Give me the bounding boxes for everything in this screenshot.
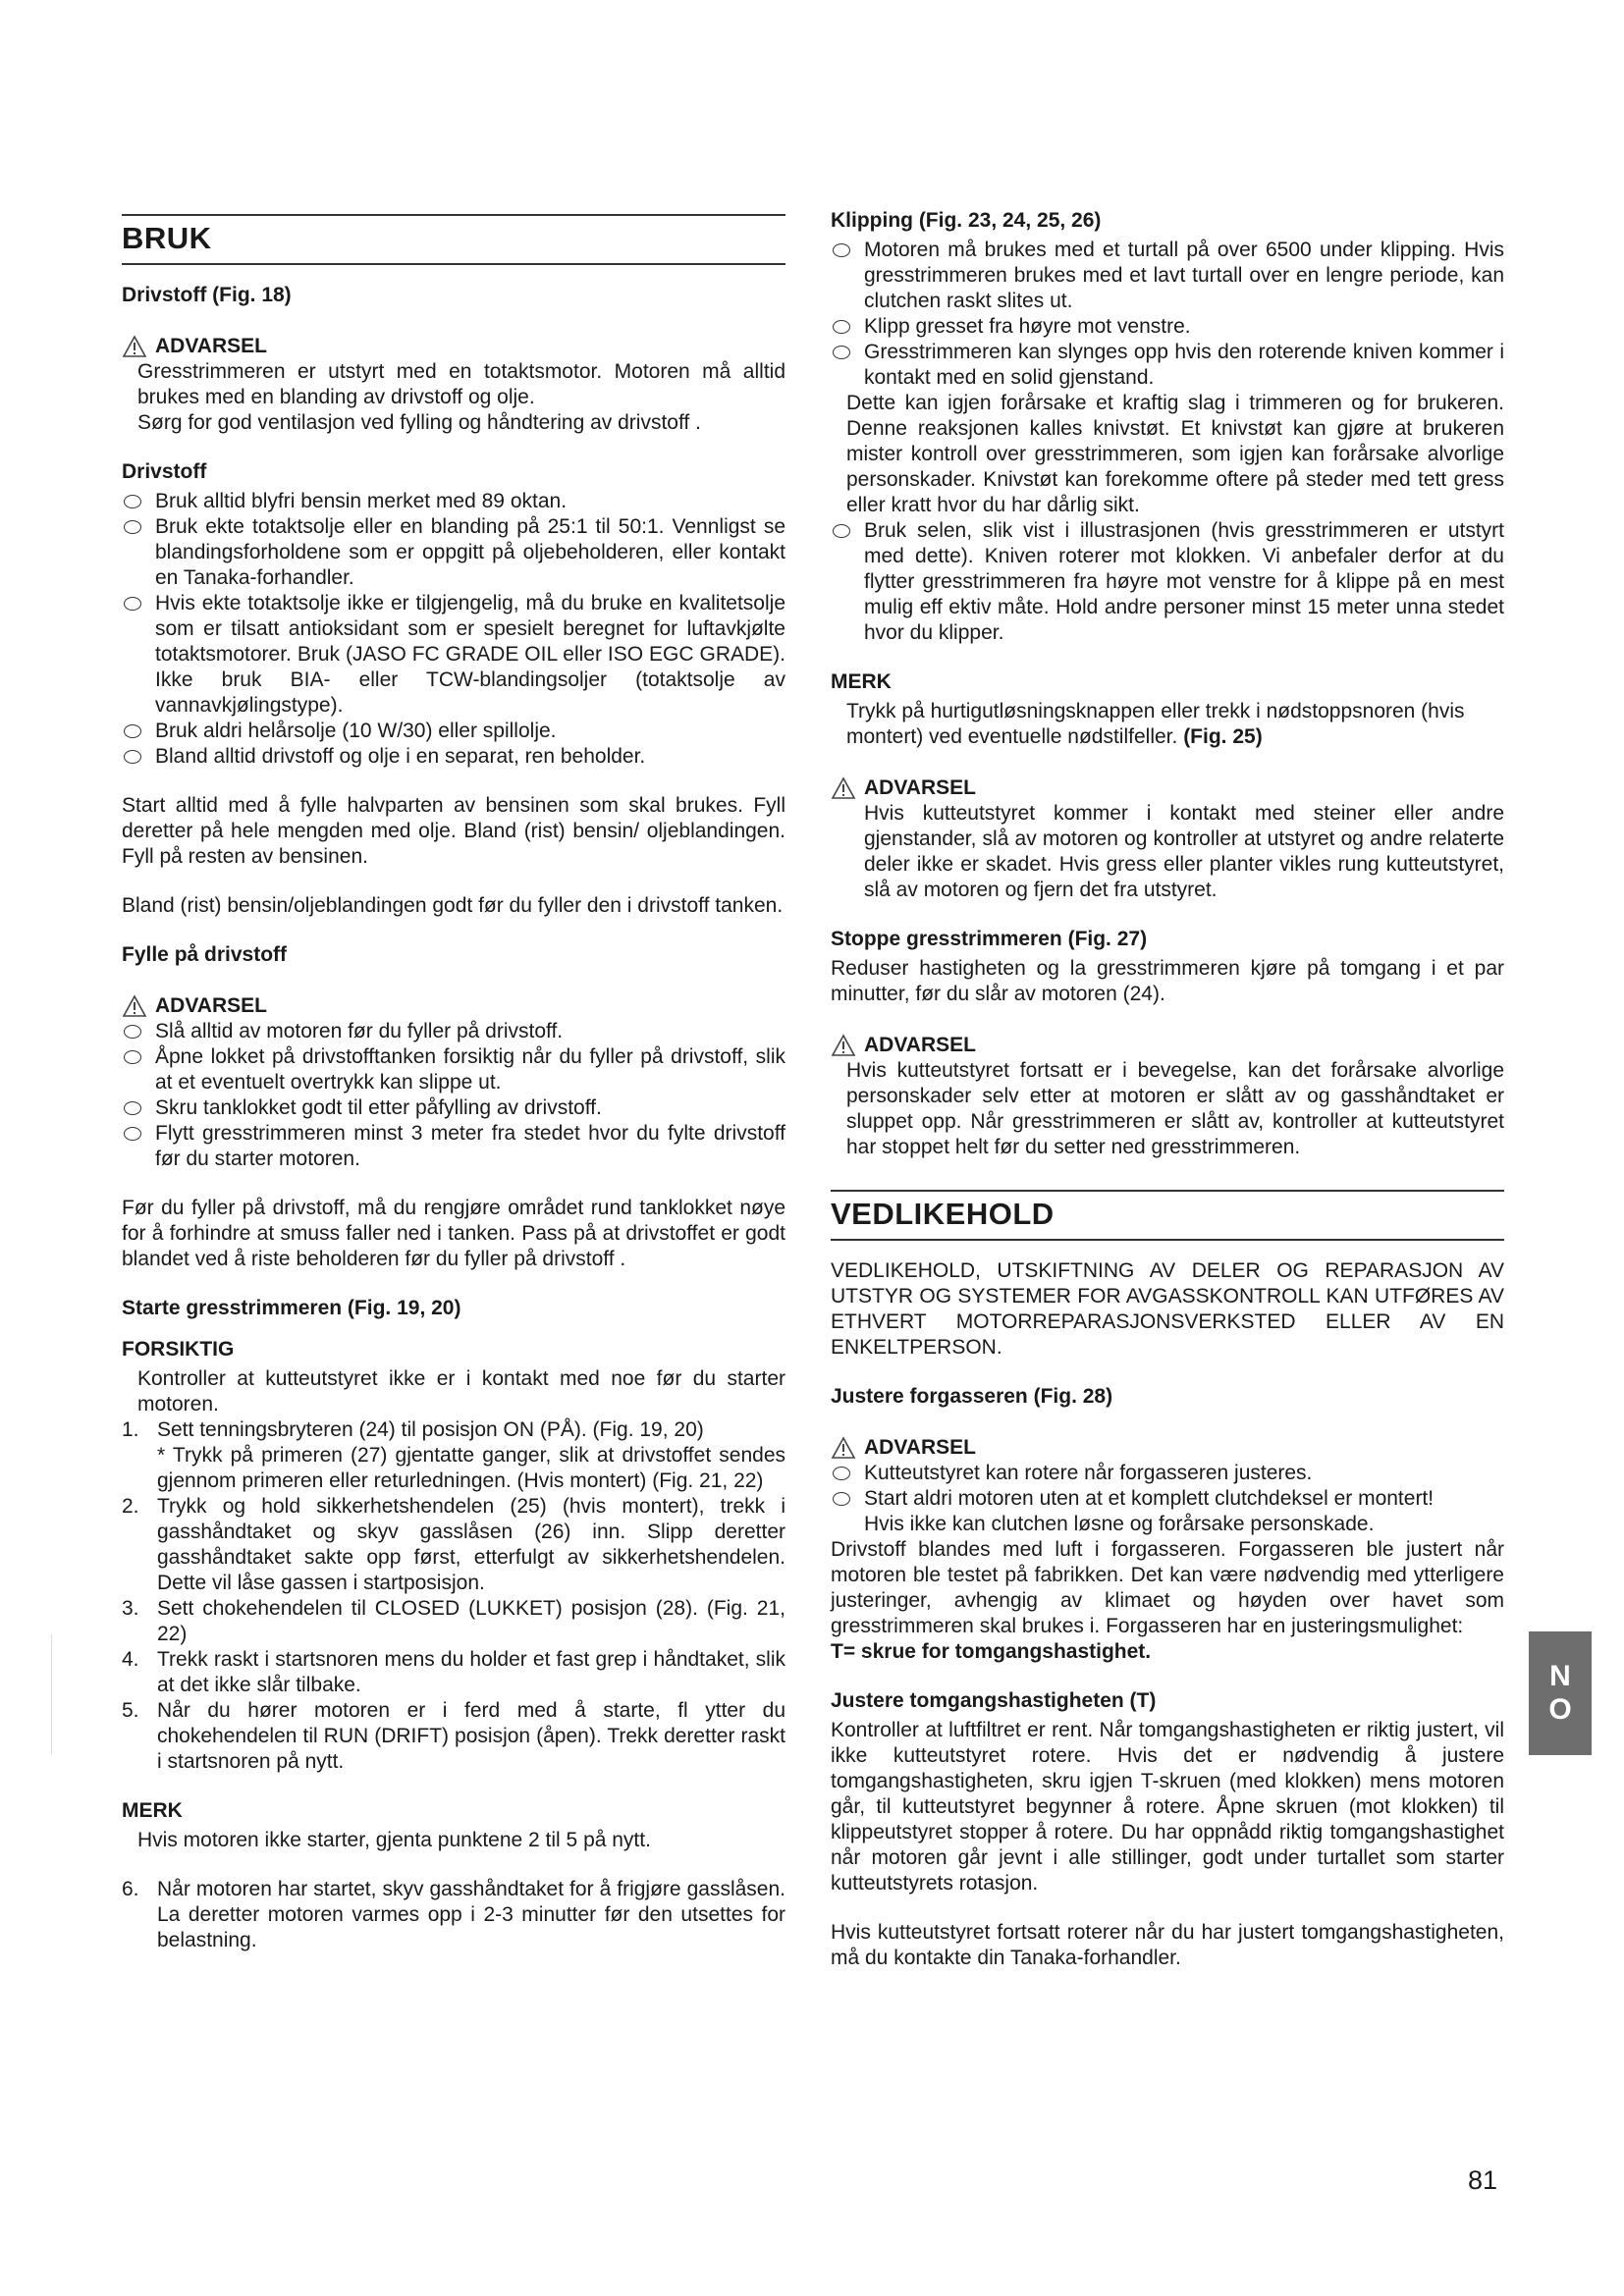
fylle-heading: Fylle på drivstoff: [122, 943, 288, 966]
paragraph: Start alltid med å fylle halvparten av bensinen som skal brukes. Fyll deretter på hele mengden med olje. Bland (rist) bensin/ oljeblandingen. Fyll på resten av bensinen.: [122, 794, 785, 868]
justere-sub: Hvis ikke kan clutchen løsne og forårsake personskade.: [864, 1513, 1375, 1535]
bullet-circle-icon: [833, 243, 850, 257]
list-item: Gresstrimmeren kan slynges opp hvis den roterende kniven kommer i kontakt med en solid gjenstand.: [831, 340, 1504, 391]
scan-edge-mark: [51, 1634, 52, 1754]
step-item: 3. Sett chokehendelen til CLOSED (LUKKET) posisjon (28). (Fig. 21, 22): [122, 1597, 785, 1645]
step-item: 1. Sett tenningsbryteren (24) til posisjon ON (PÅ). (Fig. 19, 20): [122, 1418, 704, 1441]
warning-triangle-icon: [831, 1034, 856, 1057]
language-tab-line-2: O: [1548, 1693, 1572, 1726]
bullet-circle-icon: [124, 597, 141, 611]
warning-triangle-icon: [122, 335, 147, 358]
tomgang-text-2: Hvis kutteutstyret fortsatt roterer når du har justert tomgangshastigheten, må du kontakte din Tanaka-forhandler.: [831, 1921, 1504, 1969]
stoppe-text: Reduser hastigheten og la gresstrimmeren kjøre på tomgang i et par minutter, før du slår av motoren (24).: [831, 957, 1504, 1005]
list-item: Klipp gresset fra høyre mot venstre.: [831, 314, 1504, 340]
bullet-circle-icon: [124, 495, 141, 508]
warning-triangle-icon: [122, 994, 147, 1018]
step-item: 2. Trykk og hold sikkerhetshendelen (25) (hvis montert), trekk i gasshåndtaket og skyv gasslåsen (26) inn. Slipp deretter gasshåndtaket sakte opp først, etterfulgt av sikkerhetshendelen. Dette vil låse gassen i startposisjon.: [122, 1495, 785, 1594]
right-column: [831, 208, 1504, 1971]
paragraph: Bland (rist) bensin/oljeblandingen godt før du fyller den i drivstoff tanken.: [122, 894, 784, 917]
list-item: Bruk aldri helårsolje (10 W/30) eller spillolje.: [122, 719, 785, 744]
justere-heading: Justere forgasseren (Fig. 28): [831, 1385, 1113, 1408]
list-item: Bruk alltid blyfri bensin merket med 89 oktan.: [122, 489, 785, 514]
bullet-circle-icon: [833, 1492, 850, 1506]
tomgang-text: Kontroller at luftfiltret er rent. Når tomgangshastigheten er riktig justert, vil ikke kutteutstyret rotere. Hvis det er nødvendig å justere tomgangshastigheten, skru igjen T-skruen (med klokken) mens motoren går, til kutteutstyret begynner å rotere. Åpne skruen (mot klokken) til klippeutstyret stopper å rotere. Du har oppnådd riktig tomgangshastighet når motoren går jevnt i alle stillinger, godt under turtallet som starter kutteutstyrets rotasjon.: [831, 1719, 1504, 1895]
bullet-circle-icon: [833, 320, 850, 334]
language-tab-line-1: N: [1549, 1660, 1571, 1692]
step-item: 6. Når motoren har startet, skyv gasshåndtaket for å frigjøre gasslåsen. La deretter motoren varmes opp i 2-3 minutter før den utsettes for belastning.: [122, 1878, 785, 1951]
warning-5: [831, 1435, 1504, 1461]
bullet-circle-icon: [124, 724, 141, 738]
list-item: Åpne lokket på drivstofftanken forsiktig når du fyller på drivstoff, slik at et eventuelt overtrykk kan slippe ut.: [122, 1044, 785, 1095]
warning-3-text: Hvis kutteutstyret kommer i kontakt med steiner eller andre gjenstander, slå av motoren og kontroller at utstyret og andre relaterte deler ikke er skadet. Hvis gress eller planter vikles rung kutteutstyret, slå av motoren og fjern det fra utstyret.: [864, 802, 1504, 901]
warning-4-text: Hvis kutteutstyret fortsatt er i bevegelse, kan det forårsake alvorlige personskader selv etter at motoren er slått av og gasshåndtaket er sluppet opp. Når gresstrimmeren er slått av, kontroller at kutteutstyret har stoppet helt før du setter ned gresstrimmeren.: [846, 1059, 1504, 1158]
warning-triangle-icon: [831, 1436, 856, 1460]
bullet-circle-icon: [833, 524, 850, 538]
bullet-circle-icon: [124, 1025, 141, 1039]
stoppe-heading: Stoppe gresstrimmeren (Fig. 27): [831, 928, 1148, 950]
start-heading: Starte gresstrimmeren (Fig. 19, 20): [122, 1297, 461, 1319]
bullet-circle-icon: [124, 1127, 141, 1141]
list-item: Bruk ekte totaktsolje eller en blanding på 25:1 til 50:1. Vennligst se blandingsforholdene som er oppgitt på oljebeholderen, eller kontakt en Tanaka-forhandler.: [122, 514, 785, 591]
drivstoff-fig-heading: Drivstoff (Fig. 18): [122, 284, 292, 306]
bullet-circle-icon: [124, 1101, 141, 1115]
warning-label: ADVARSEL: [155, 335, 267, 357]
klipping-heading: Klipping (Fig. 23, 24, 25, 26): [831, 209, 1102, 232]
warning-label: ADVARSEL: [864, 1436, 976, 1459]
page-number: 81: [1468, 2165, 1498, 2195]
list-item: Kutteutstyret kan rotere når forgasseren justeres.: [831, 1461, 1504, 1486]
list-item: Bruk selen, slik vist i illustrasjonen (hvis gresstrimmeren er utstyrt med dette). Kniven roterer mot klokken. Vi anbefaler derfor at du flytter gresstrimmeren fra høyre mot venstre for å klippe på en mest mulig eff ektiv måte. Hold andre personer minst 15 meter unna stedet hvor du klipper.: [831, 518, 1504, 646]
paragraph: Før du fyller på drivstoff, må du rengjøre området rund tanklokket nøye for å forhindre at smuss faller ned i tanken. Pass på at drivstoffet er godt blandet ved å riste beholderen før du fyller på drivstoff .: [122, 1197, 785, 1270]
forsiktig-label: FORSIKTIG: [122, 1338, 235, 1361]
list-item: Motoren må brukes med et turtall på over 6500 under klipping. Hvis gresstrimmeren brukes med et lavt turtall over en lengre periode, kan clutchen raskt slites ut.: [831, 238, 1504, 314]
warning-label: ADVARSEL: [155, 994, 267, 1017]
bullet-circle-icon: [833, 1467, 850, 1480]
warning-1-text-2: Sørg for god ventilasjon ved fylling og håndtering av drivstoff .: [137, 411, 701, 434]
justere-paragraph: Drivstoff blandes med luft i forgasseren. Forgasseren ble justert når motoren ble testet på fabrikken. Det kan være nødvendig med ytterligere justeringer, avhengig av klimaet og høyden over havet som gresstrimmeren skal brukes i. Forgasseren har en justeringsmulighet:: [831, 1538, 1504, 1637]
list-item: Start aldri motoren uten at et komplett clutchdeksel er montert!: [831, 1486, 1504, 1512]
merk-label: MERK: [831, 670, 892, 693]
bullet-circle-icon: [833, 346, 850, 359]
bullet-circle-icon: [124, 750, 141, 764]
section-title-vedlikehold: VEDLIKEHOLD: [831, 1190, 1504, 1241]
merk-text: Trykk på hurtigutløsningsknappen eller trekk i nødstoppsnoren (hvis montert) ved eventuelle nødstilfeller. (Fig. 25): [846, 700, 1465, 748]
warning-3: [831, 775, 1504, 801]
warning-triangle-icon: [831, 776, 856, 800]
warning-2: [122, 993, 785, 1019]
warning-4: [831, 1033, 1504, 1058]
merk-label: MERK: [122, 1799, 183, 1822]
warning-label: ADVARSEL: [864, 776, 976, 799]
bullet-circle-icon: [124, 520, 141, 534]
forsiktig-text: Kontroller at kutteutstyret ikke er i kontakt med noe før du starter motoren.: [137, 1367, 785, 1415]
t-screw-label: T= skrue for tomgangshastighet.: [831, 1640, 1152, 1663]
language-tab: [1529, 1631, 1592, 1755]
list-item: Bland alltid drivstoff og olje i en separat, ren beholder.: [122, 744, 785, 770]
section-title-bruk: BRUK: [122, 214, 785, 265]
klipping-paragraph: Dette kan igjen forårsake et kraftig slag i trimmeren og for brukeren. Denne reaksjonen kalles knivstøt. Et knivstøt kan gjøre at brukeren mister kontroll over gresstrimmeren, som igjen kan forårsake alvorlige personskader. Knivstøt kan forekomme oftere på steder med tett gress eller kratt hvor du har dårlig sikt.: [846, 392, 1504, 516]
tomgang-heading: Justere tomgangshastigheten (T): [831, 1689, 1157, 1712]
warning-1: [122, 334, 785, 359]
left-column: [122, 208, 785, 1953]
warning-label: ADVARSEL: [864, 1034, 976, 1056]
bullet-circle-icon: [124, 1050, 141, 1064]
step-item: * Trykk på primeren (27) gjentatte ganger, slik at drivstoffet sendes gjennom primeren eller returledningen. (Hvis montert) (Fig. 21, 22): [157, 1444, 785, 1492]
list-item: Hvis ekte totaktsolje ikke er tilgjengelig, må du bruke en kvalitetsolje som er tilsatt antioksidant som er spesielt beregnet for luftavkjølte totaktsmotorer. Bruk (JASO FC GRADE OIL eller ISO EGC GRADE). Ikke bruk BIA- eller TCW-blandingsoljer (totaktsolje av vannavkjølingstype).: [122, 591, 785, 719]
drivstoff-heading: Drivstoff: [122, 460, 207, 483]
warning-1-text: Gresstrimmeren er utstyrt med en totaktsmotor. Motoren må alltid brukes med en blanding av drivstoff og olje.: [137, 360, 785, 408]
step-item: 5. Når du hører motoren er i ferd med å starte, fl ytter du chokehendelen til RUN (DRIFT) posisjon (åpen). Trekk deretter raskt i startsnoren på nytt.: [122, 1699, 785, 1773]
merk-text: Hvis motoren ikke starter, gjenta punktene 2 til 5 på nytt.: [137, 1829, 651, 1851]
list-item: Skru tanklokket godt til etter påfylling av drivstoff.: [122, 1095, 785, 1121]
step-item: 4. Trekk raskt i startsnoren mens du holder et fast grep i håndtaket, slik at det ikke slår tilbake.: [122, 1648, 785, 1696]
list-item: Slå alltid av motoren før du fyller på drivstoff.: [122, 1019, 785, 1044]
vedlikehold-text: VEDLIKEHOLD, UTSKIFTNING AV DELER OG REPARASJON AV UTSTYR OG SYSTEMER FOR AVGASSKONTROLL KAN UTFØRES AV ETHVERT MOTORREPARASJONSVERKSTED ELLER AV EN ENKELTPERSON.: [831, 1259, 1504, 1359]
list-item: Flytt gresstrimmeren minst 3 meter fra stedet hvor du fylte drivstoff før du starter motoren.: [122, 1121, 785, 1172]
